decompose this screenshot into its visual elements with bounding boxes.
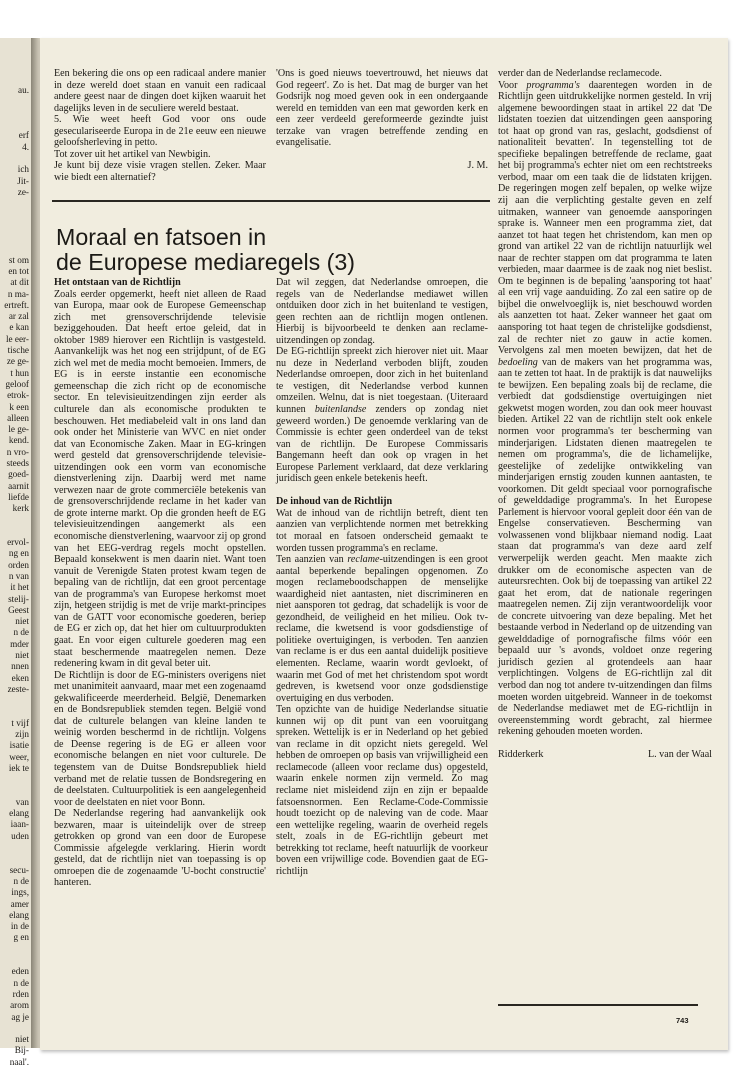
gutter-line bbox=[0, 842, 31, 853]
article-column-1 bbox=[54, 277, 266, 889]
gutter-line: n de bbox=[13, 875, 29, 886]
article-column-2 bbox=[276, 277, 488, 877]
gutter-line: at dit bbox=[10, 277, 29, 288]
gutter-line bbox=[0, 198, 31, 209]
gutter-line: Jit- bbox=[17, 175, 29, 186]
gutter-line: niet bbox=[15, 1034, 29, 1045]
article-column-3 bbox=[498, 68, 712, 761]
gutter-line: le ge- bbox=[8, 424, 29, 435]
binding-shadow bbox=[31, 38, 40, 1048]
gutter-line bbox=[0, 1023, 31, 1034]
gutter-line bbox=[0, 153, 31, 164]
author-place: Ridderkerk bbox=[498, 749, 544, 761]
gutter-line: isatie bbox=[9, 740, 29, 751]
article-paragraph: Ten opzichte van de huidige Nederlandse situatie kunnen wij op dit punt van een vooruitgang spreken. Wettelijk is er in Nederland op het gebied van reclame in dit opzicht niets geregeld. Wel hebben de omroepen op basis van vrijwilligheid een reclamecode (alleen voor reclame dus) opgesteld, waarin enkele normen zijn vermeld. Zo mag reclame niet misleidend zijn en zijn er bepaalde fatsoensnormen. Een Reclame-Code-Commissie houdt toezicht op de naleving van de code. Maar een wettelijke regeling, waarin de overheid regels stelt, zoals in de EG-richtlijn gebeurt met betrekking tot reclame, heeft natuurlijk de voorkeur boven een vrijwillige code. Bovendien gaat de EG-richtlijn bbox=[276, 704, 488, 877]
gutter-line bbox=[0, 74, 31, 85]
gutter-line: en tot bbox=[8, 265, 29, 276]
gutter-line bbox=[0, 108, 31, 119]
article-paragraph: De Nederlandse regering had aanvankelijk ook bezwaren, maar is uiteindelijk over de streep getrokken op grond van een door de Europese Commissie afgelegde verklaring. Hierin wordt gesteld, dat de richtlijn niet van toepassing is op omroepen die de zogenaamde 'U-bocht constructie' hanteren. bbox=[54, 808, 266, 889]
gutter-line bbox=[0, 774, 31, 785]
gutter-line: ze- bbox=[17, 186, 29, 197]
article-title bbox=[56, 225, 488, 275]
gutter-line: Bij- bbox=[14, 1045, 29, 1056]
gutter-line: steeds bbox=[6, 457, 29, 468]
article-title-line-2: de Europese mediaregels (3) bbox=[56, 249, 356, 275]
author-name: L. van der Waal bbox=[647, 749, 712, 761]
gutter-line bbox=[0, 853, 31, 864]
gutter-line: nnen bbox=[11, 661, 29, 672]
gutter-line: ervol- bbox=[7, 537, 29, 548]
gutter-line: alleen bbox=[7, 412, 29, 423]
gutter-line: eden bbox=[11, 966, 29, 977]
gutter-line: le eer- bbox=[5, 333, 29, 344]
article-paragraph: Voor programma's daarentegen worden in de Richtlijn geen uitdrukkelijke normen gesteld. In vrij algemene bewoordingen staat in artikel 22 dat 'De lidstaten toezien dat uitzendingen geen aansporing tot haat op grond van ras, geslacht, godsdienst of nationaliteit bevatten'. In tegenstelling tot de specifieke bepalingen betreffende de reclame, gaat het bij programma's echter niet om een rechtstreeks verbod, maar om een taak die de lidstaten krijgen. De regeringen mogen zelf bepalen, op welke wijze zij aan die verplichting gestalte geven en zelf uitmaken, wanneer van genoemde aansporingen sprake is. Wanneer men een programma ziet, dat aanzet tot haat tegen het christendom, kan men op grond van artikel 22 van de richtlijn natuurlijk wel naar de rechter stappen om dat programma te laten verbieden, maar daarmee is de zaak nog niet beslist. Om te beginnen is de bepaling 'aansporing tot haat' al een vrij vage aanduiding. Zo zal een satire op de bijbel die onwelvoeglijk is, niet beschouwd worden als aanzetten tot haat. Zeker wanneer het gaat om aansporing tot haat tegen de christelijke godsdienst, zal de rechter niet zo gauw in actie komen. Vervolgens zal men moeten bewijzen, dat het de bedoeling van de makers van het programma was, aan te zetten tot haat. In de praktijk is dat nauwelijks te bewijzen. Een bepaling zoals bij de reclame, die verbiedt dat godsdienstige overtuigingen niet gekwetst mogen worden, zou dan ook meer houvast bieden. Artikel 22 van de richtlijn stelt ook enkele normen voor programma's ter bescherming van minderjarigen. Lidstaten dienen maatregelen te nemen om programma's, die de lichamelijke, geestelijke of zedelijke ontwikkeling van minderjarigen ernstig zouden kunnen aantasten, te voorkomen. Dit geldt speciaal voor pornografische of gewelddadige programma's. In het Europese Parlement is hiervoor vooral gepleit door één van de Engelse conservatieven. Bescherming van volwassenen vond blijkbaar niemand nodig. Laat staan dat programma's van deze aard zelf verwerpelijk werden geacht. Men maakte zich drukker om de economische aspecten van de auteursrechten. Ook bij de toepassing van artikel 22 gaat het erom, dat de nationale regeringen maatregelen nemen. Zij zijn verantwoordelijk voor de concrete uitvoering van deze bepaling. Met het bestaande verbod in Nederland op de uitzending van gewelddadige of pornografische films vóór een bepaald uur 's avonds, voldoet onze regering juridisch gezien al grotendeels aan haar verplichtingen. Volgens de EG-richtlijn zal dit verbod dan nog tot andere tv-uitzendingen dan films moeten worden uitgebreid. Wanneer in de toekomst de Nederlandse mediawet met de EG-richtlijn in overeenstemming wordt gebracht, zal hiermee rekening gehouden moeten worden. bbox=[498, 79, 712, 738]
article-paragraph: De EG-richtlijn spreekt zich hierover niet uit. Maar nu deze in Nederland verboden blijft, zouden Nederlandse omroepen, door zich in het buitenland te vestigen, dit Nederlandse verbod kunnen omzeilen. Welnu, dat is niet toegestaan. (Uiteraard kunnen buitenlandse zenders op zondag niet geweerd worden.) De genoemde verklaring van de Commissie is echter geen onderdeel van de tekst van de richtlijn. De Europese Commissaris Bangemann heeft dan ook op vragen in het Europese Parlement verklaard, dat deze verklaring juridisch geen enkele betekenis heeft. bbox=[276, 346, 488, 485]
gutter-line: aarnit bbox=[8, 480, 29, 491]
intro-paragraph: Een bekering die ons op een radicaal andere manier in deze wereld doet staan en vanuit een radicaal andere geest naar de dingen doet kijken waaruit het dagelijks leven in de seculiere wereld bestaat. bbox=[54, 68, 266, 114]
gutter-line: etrok- bbox=[7, 390, 29, 401]
gutter-line: kerk bbox=[12, 503, 29, 514]
gutter-line: niet bbox=[15, 616, 29, 627]
gutter-line: amer bbox=[10, 898, 29, 909]
article-title-line-1: Moraal en fatsoen in bbox=[56, 224, 267, 250]
gutter-line bbox=[0, 526, 31, 537]
gutter-line bbox=[0, 955, 31, 966]
gutter-line: n vro- bbox=[6, 446, 29, 457]
article-paragraph: verder dan de Nederlandse reclamecode. bbox=[498, 68, 662, 79]
gutter-line: van bbox=[15, 796, 29, 807]
intro-column-1 bbox=[54, 68, 266, 183]
gutter-line: zeste- bbox=[7, 683, 29, 694]
gutter-line: ar zal bbox=[8, 311, 29, 322]
gutter-line: uden bbox=[11, 830, 29, 841]
gutter-line: iek te bbox=[8, 763, 29, 773]
article-paragraph: Dat wil zeggen, dat Nederlandse omroepen, die regels van de Nederlandse mediawet willen ontduiken door zich in het buitenland te vestigen, geen rechten aan de richtlijn mogen ontlenen. Hierbij is bijvoorbeeld te denken aan reclame-uitzendingen op zondag. bbox=[276, 277, 488, 346]
gutter-line: geloof bbox=[5, 378, 29, 389]
gutter-line bbox=[0, 209, 31, 220]
gutter-line: arom bbox=[10, 1000, 29, 1011]
gutter-line bbox=[0, 221, 31, 232]
magazine-page bbox=[40, 38, 728, 1050]
gutter-line: iaan- bbox=[10, 819, 29, 830]
gutter-line: rden bbox=[12, 988, 29, 999]
gutter-line: eken bbox=[11, 672, 29, 683]
gutter-line: ag je bbox=[11, 1011, 29, 1022]
gutter-line: tische bbox=[7, 345, 29, 356]
gutter-line: niet bbox=[15, 650, 29, 661]
gutter-line bbox=[0, 63, 31, 74]
gutter-line: ings, bbox=[11, 887, 29, 898]
gutter-line: Geest bbox=[8, 604, 29, 615]
intro-paragraph: 5. Wie weet heeft God voor ons oude geseculariseerde Europa in de 21e eeuw een nieuwe geloofsherleving in petto. bbox=[54, 114, 266, 149]
gutter-line: n de bbox=[13, 627, 29, 638]
intro-paragraph: Je kunt bij deze visie vragen stellen. Zeker. Maar wie biedt een alternatief? bbox=[54, 160, 266, 183]
gutter-line: elang bbox=[9, 808, 29, 819]
intro-paragraph: Tot zover uit het artikel van Newbigin. bbox=[54, 148, 211, 160]
gutter-line: k een bbox=[9, 401, 29, 412]
gutter-line: n van bbox=[8, 570, 29, 581]
gutter-line: mder bbox=[10, 638, 29, 649]
gutter-line: elang bbox=[9, 909, 29, 920]
subheading: De inhoud van de Richtlijn bbox=[276, 496, 393, 508]
article-paragraph: Wat de inhoud van de richtlijn betreft, dient ten aanzien van verplichtende normen met betrekking tot moraal en fatsoen onderscheid gemaakt te worden tussen programma's en reclame. bbox=[276, 507, 488, 554]
gutter-line: weer, bbox=[9, 751, 29, 762]
article-paragraph: Ten aanzien van reclame-uitzendingen is een groot aantal beperkende bepalingen opgenomen. Zo mogen reclameboodschappen de menselijke waardigheid niet aantasten, niet discrimineren en niet aansporen tot gedrag, dat schadelijk is voor de gezondheid, de veiligheid en het milieu. Ook tv-reclame, die kwetsend is voor godsdienstige of politieke overtuigingen, is verboden. Ten aanzien van reclame is er dus een aantal duidelijk positieve elementen. Reclame, waarin wordt gevloekt, of waarin met God of met het christendom spot wordt gedreven, is kwetsend voor onze godsdienstige overtuiging en dus verboden. bbox=[276, 554, 488, 704]
gutter-line: n ma- bbox=[7, 288, 29, 299]
gutter-line: kend. bbox=[8, 435, 29, 446]
gutter-line bbox=[0, 119, 31, 130]
gutter-line: goed- bbox=[8, 469, 29, 480]
gutter-line: t hun bbox=[10, 367, 29, 378]
gutter-line: st om bbox=[8, 254, 29, 265]
gutter-line: ich bbox=[17, 164, 29, 175]
article-paragraph: Zoals eerder opgemerkt, heeft niet alleen de Raad van Europa, maar ook de Europese Gemeenschap zich met grensoverschrijdende televisie beziggehouden. Dat heeft ertoe geleid, dat in oktober 1989 hierover een Richtlijn is vastgesteld. Aanvankelijk was het nog een strijdpunt, of de EG zich wel met de media mocht bemoeien. Immers, de EG is in eerste instantie een economische gemeenschap die zich richt op de economische sector. En televisieuitzendingen zijn eerder als culturele dan als economische produkten te beschouwen. Het mediabeleid valt in ons land dan ook onder het Ministerie van WVC en niet onder dat van Economische Zaken. Maar in EG-kringen werd gesteld dat grensoverschrijdende televisie-uitzendingen ook een vorm van economische dienstverlening zijn. Daarbij werd met name verwezen naar de grote commerciële betekenis van de grensoverschrijdende reclame in het kader van de grote interne markt. Op die gronden heeft de EG televisieuitzendingen aangemerkt als een economische dienstverlening, waarvoor zij op grond van het EEG-verdrag regels mocht opstellen. Bepaald konsekwent is men daarin niet. Want toen vanuit de Verenigde Staten protest kwam tegen de bepaling van de richtlijn, dat een groot percentage van de programma's van Europese herkomst moet zijn, hetgeen strijdig is met de vrije markt-principes van de GATT voor economische goederen, beriep de EG er zich op, dat het hier om cultuurprodukten gaat. En voor eigen culturele goederen mag een staat beschermende maatregelen nemen. Deze redenering kwam in dit geval beter uit. bbox=[54, 288, 266, 670]
article-paragraph: De Richtlijn is door de EG-ministers overigens niet met unanimiteit aanvaard, maar met een zogenaamd gekwalificeerde meerderheid. België, Denemarken en de Bondsrepubliek stemden tegen. België vond dat de culturele belangen van kleine landen te weinig worden beschermd in de richtlijn. Volgens de Deense regering is de EG er alleen voor economische belangen en niet voor culturele. De tegenstem van de Duitse Bondsrepubliek hield verband met de relatie tussen de Bondsregering en de deelstaten. Cultuurpolitiek is een aangelegenheid voor de deelstaten en niet voor Bonn. bbox=[54, 669, 266, 808]
gutter-line bbox=[0, 944, 31, 955]
gutter-line bbox=[0, 232, 31, 243]
gutter-line: n de bbox=[13, 977, 29, 988]
previous-page-text-fragments bbox=[0, 40, 31, 1067]
gutter-line bbox=[0, 40, 31, 51]
intro-paragraph: 'Ons is goed nieuws toevertrouwd, het nieuws dat God regeert'. Zo is het. Dat mag de burger van het Godsrijk nog moed geven ook in een ondergaande wereld en temidden van een mat geworden kerk en een zeer verdeeld gereformeerde gezindte juist terzake van vragen betreffende zending en evangelisatie. bbox=[276, 68, 488, 149]
gutter-line: erf bbox=[18, 130, 29, 141]
gutter-line: ze ge- bbox=[6, 356, 29, 367]
gutter-line bbox=[0, 695, 31, 706]
gutter-line: stelij- bbox=[8, 593, 29, 604]
gutter-line: secu- bbox=[9, 864, 29, 875]
section-divider bbox=[52, 200, 490, 202]
signature-row bbox=[498, 749, 712, 761]
gutter-line bbox=[0, 51, 31, 62]
intro-signature: J. M. bbox=[467, 160, 488, 172]
gutter-line bbox=[0, 707, 31, 718]
gutter-line bbox=[0, 96, 31, 107]
gutter-line: t vijf bbox=[11, 717, 29, 728]
gutter-line bbox=[0, 514, 31, 525]
gutter-line: zijn bbox=[15, 729, 29, 740]
subheading: Het ontstaan van de Richtlijn bbox=[54, 277, 181, 288]
page-number: 743 bbox=[676, 1016, 689, 1025]
gutter-line: ertreft. bbox=[4, 299, 29, 310]
gutter-line: ng en bbox=[8, 548, 29, 559]
gutter-line bbox=[0, 786, 31, 797]
gutter-line: 4. bbox=[22, 141, 29, 152]
gutter-line: orden bbox=[8, 559, 29, 570]
intro-column-2 bbox=[276, 68, 488, 172]
gutter-line: liefde bbox=[8, 491, 29, 502]
gutter-line: naal'. bbox=[9, 1056, 29, 1067]
gutter-line: au. bbox=[18, 85, 29, 96]
gutter-line: in de bbox=[10, 921, 29, 932]
gutter-line: e kan bbox=[9, 322, 29, 333]
gutter-line bbox=[0, 243, 31, 254]
gutter-line: g en bbox=[13, 932, 29, 943]
gutter-line: it het bbox=[10, 582, 29, 593]
footer-rule bbox=[498, 1004, 698, 1006]
